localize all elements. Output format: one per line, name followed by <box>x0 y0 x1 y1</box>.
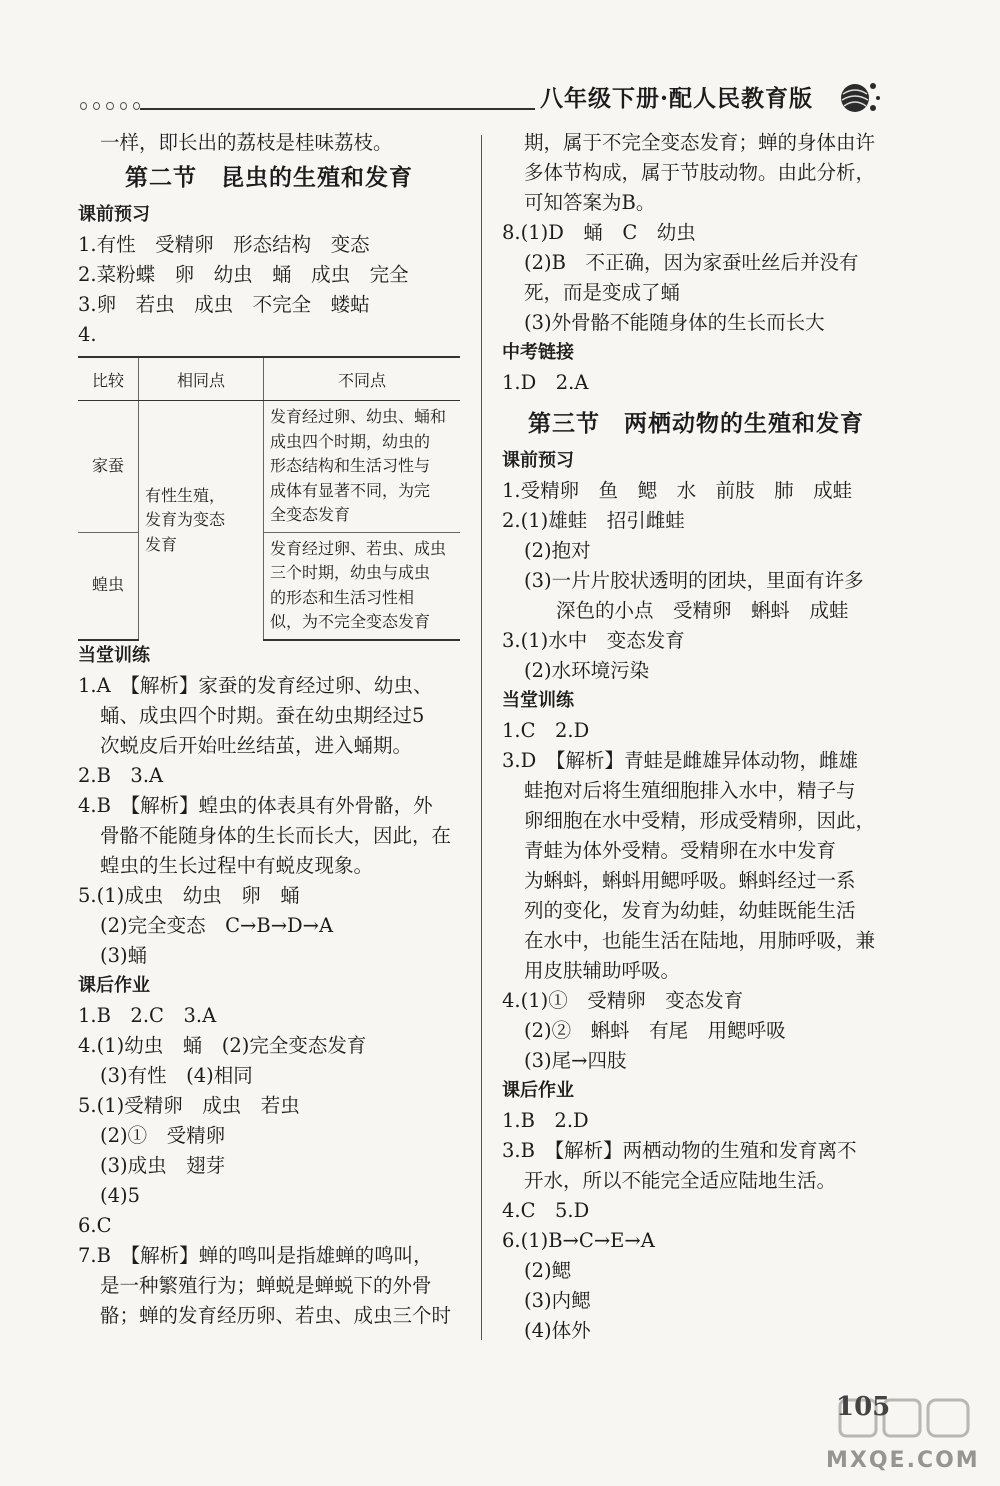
class-practice-heading: 当堂训练 <box>78 644 150 666</box>
cell-line: 三个时期，幼虫与成虫 <box>270 563 431 582</box>
answer-line: 骨骼不能随身体的生长而长大，因此，在 <box>100 823 452 847</box>
table-cell-diff <box>264 401 461 533</box>
answer-line: 5.(1)成虫 幼虫 卵 蛹 <box>78 883 300 907</box>
answer-line: 3.B 【解析】两栖动物的生殖和发育离不 <box>502 1139 857 1162</box>
answer-line: (3)蛹 <box>100 943 148 967</box>
intro-line: 一样，即长出的荔枝是桂味荔枝。 <box>100 131 393 154</box>
watermark-text: MXQE.COM <box>826 1448 980 1473</box>
answer-line: (3)外骨骼不能随身体的生长而长大 <box>524 311 825 334</box>
answer-line: (2)② 蝌蚪 有尾 用鳃呼吸 <box>524 1019 786 1042</box>
answer-line: 6.(1)B→C→E→A <box>502 1229 655 1252</box>
answer-line: 5.(1)受精卵 成虫 若虫 <box>78 1093 300 1117</box>
section-title-amphibians: 第三节 两栖动物的生殖和发育 <box>528 410 864 437</box>
answer-line: (3)成虫 翅芽 <box>100 1153 226 1177</box>
answer-line: 4.B 【解析】蝗虫的体表具有外骨骼，外 <box>78 793 433 817</box>
cell-line: 成虫四个时期，幼虫的 <box>270 431 431 451</box>
answer-line: 次蜕皮后开始吐丝结茧，进入蛹期。 <box>100 733 413 757</box>
cell-line: 有性生殖， <box>145 485 226 505</box>
answer-line: 骼；蝉的发育经历卵、若虫、成虫三个时 <box>100 1303 452 1327</box>
answer-line: 蝗虫的生长过程中有蜕皮现象。 <box>100 853 374 877</box>
table-cell-name: 家蚕 <box>78 401 139 533</box>
cell-line: 形态结构和生活习性与 <box>270 456 431 475</box>
cell-line: 成体有显著不同，为完 <box>270 480 431 500</box>
cell-line: 发育为变态 <box>145 510 226 529</box>
answer-line: (4)5 <box>100 1183 141 1207</box>
preview-heading: 课前预习 <box>502 450 574 471</box>
answer-line: 1.受精卵 鱼 鳃 水 前肢 肺 成蛙 <box>502 479 853 502</box>
table-row <box>78 401 460 533</box>
answer-line: 青蛙为体外受精。受精卵在水中发育 <box>524 839 837 862</box>
column-divider <box>481 135 482 1340</box>
header-rule <box>140 108 535 110</box>
answer-line: 1.有性 受精卵 形态结构 变态 <box>78 233 370 256</box>
answer-line: 1.A 【解析】家蚕的发育经过卵、幼虫、 <box>78 673 433 697</box>
cell-line: 发育经过卵、幼虫、蛹和 <box>270 407 447 426</box>
answer-line: 蛙抱对后将生殖细胞排入水中，精子与 <box>524 779 856 802</box>
answer-line: 4.C 5.D <box>502 1199 590 1222</box>
answer-line: 4.(1)幼虫 蛹 (2)完全变态发育 <box>78 1033 367 1057</box>
answer-line: 蛹、成虫四个时期。蚕在幼虫期经过5 <box>100 703 425 727</box>
answer-line: (2)B 不正确，因为家蚕吐丝后并没有 <box>524 251 859 274</box>
cell-line: 似，为不完全变态发育 <box>270 612 431 631</box>
answer-line: (2)完全变态 C→B→D→A <box>100 913 334 937</box>
table-cell-same <box>139 401 264 640</box>
answer-line: 2.菜粉蝶 卵 幼虫 蛹 成虫 完全 <box>78 263 409 286</box>
answer-line: 3.卵 若虫 成虫 不完全 蝼蛄 <box>78 293 370 316</box>
cell-line: 发育 <box>145 534 178 554</box>
answer-line: (3)尾→四肢 <box>524 1049 627 1072</box>
answer-line: 4.(1)① 受精卵 变态发育 <box>502 989 744 1012</box>
answer-line: 1.C 2.D <box>502 719 590 742</box>
book-title: 八年级下册·配人民教育版 <box>540 85 814 112</box>
answer-line: 死，而是变成了蛹 <box>524 281 681 304</box>
table-header-row <box>78 357 460 401</box>
answer-line: 是一种繁殖行为；蝉蜕是蝉蜕下的外骨 <box>100 1273 432 1297</box>
answer-line: (2)① 受精卵 <box>100 1123 226 1147</box>
left-column <box>78 128 460 1331</box>
right-column <box>502 128 890 1346</box>
class-practice-heading: 当堂训练 <box>502 690 574 711</box>
table-cell-name: 蝗虫 <box>78 532 139 640</box>
answer-line: (3)有性 (4)相同 <box>100 1063 253 1087</box>
answer-line: 在水中，也能生活在陆地，用肺呼吸，兼 <box>524 929 876 952</box>
answer-line: 1.D 2.A <box>502 371 589 394</box>
answer-line: 开水，所以不能完全适应陆地生活。 <box>524 1169 837 1192</box>
answer-line: 可知答案为B。 <box>524 191 656 214</box>
preview-heading: 课前预习 <box>78 204 150 225</box>
table-cell-diff <box>264 532 461 640</box>
page-number: 105 <box>836 1392 891 1422</box>
answer-line: 为蝌蚪，蝌蚪用鳃呼吸。蝌蚪经过一系 <box>524 869 856 892</box>
answer-line: 卵细胞在水中受精，形成受精卵，因此， <box>524 809 876 832</box>
answer-line: 7.B 【解析】蝉的鸣叫是指雄蝉的鸣叫， <box>78 1243 433 1267</box>
answer-line: 1.B 2.C 3.A <box>78 1003 217 1027</box>
answer-line: 深色的小点 受精卵 蝌蚪 成蛙 <box>556 599 849 622</box>
table-header: 比较 <box>78 357 139 401</box>
answer-line: 1.B 2.D <box>502 1109 589 1132</box>
table-row <box>78 532 460 640</box>
cell-line: 发育经过卵、若虫、成虫 <box>270 538 447 558</box>
answer-line: (2)水环境污染 <box>524 659 650 682</box>
answer-line: 6.C <box>78 1213 112 1237</box>
answer-line: (3)内鳃 <box>524 1289 591 1312</box>
answer-line: (3)一片片胶状透明的团块，里面有许多 <box>524 569 864 592</box>
homework-heading: 课后作业 <box>78 974 150 996</box>
answer-line: 8.(1)D 蛹 C 幼虫 <box>502 221 696 244</box>
answer-line: 2.B 3.A <box>78 763 164 787</box>
exam-link-heading: 中考链接 <box>502 342 574 363</box>
answer-line: 多体节构成，属于节肢动物。由此分析， <box>524 161 876 184</box>
section-title-insects: 第二节 昆虫的生殖和发育 <box>125 164 413 191</box>
cell-line: 的形态和生活习性相 <box>270 587 415 607</box>
answer-line: 3.D 【解析】青蛙是雌雄异体动物，雌雄 <box>502 749 858 772</box>
answer-line: 期，属于不完全变态发育；蝉的身体由许 <box>524 131 876 154</box>
answer-line: 3.(1)水中 变态发育 <box>502 629 685 652</box>
table-header: 相同点 <box>139 357 264 401</box>
answer-line: 4. <box>78 323 97 346</box>
globe-logo-icon <box>835 76 883 116</box>
table-header: 不同点 <box>264 357 461 401</box>
answer-line: (2)鳃 <box>524 1259 572 1282</box>
header-dots <box>80 102 140 110</box>
answer-line: 2.(1)雄蛙 招引雌蛙 <box>502 509 685 532</box>
answer-line: 列的变化，发育为幼蛙，幼蛙既能生活 <box>524 899 856 922</box>
homework-heading: 课后作业 <box>502 1080 574 1101</box>
cell-line: 全变态发育 <box>270 505 351 524</box>
answer-line: (2)抱对 <box>524 539 591 562</box>
answer-line: (4)体外 <box>524 1319 591 1342</box>
comparison-table <box>78 356 460 641</box>
answer-line: 用皮肤辅助呼吸。 <box>524 959 681 982</box>
